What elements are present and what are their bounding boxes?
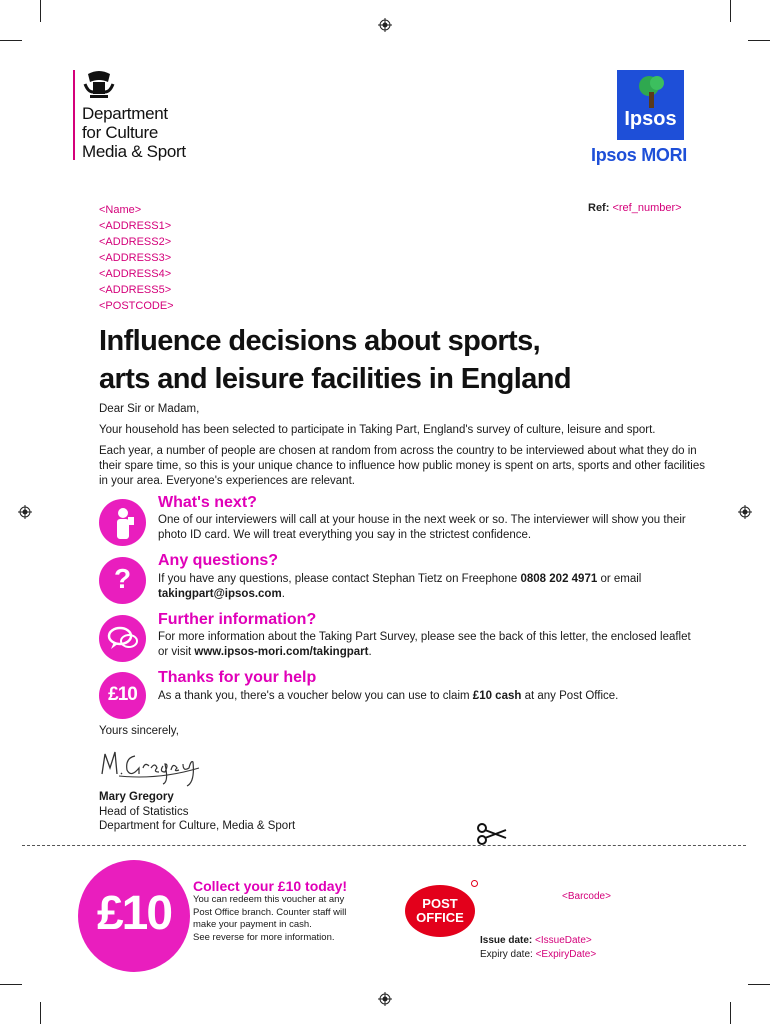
signature-image <box>99 742 209 788</box>
crop-mark <box>0 40 22 41</box>
signatory-role: Head of Statistics <box>99 805 189 818</box>
address-line: <ADDRESS1> <box>99 220 172 232</box>
voucher-dates <box>480 934 596 962</box>
speech-bubbles-icon <box>107 625 139 653</box>
ref-label: Ref: <box>588 202 610 214</box>
ref-value: <ref_number> <box>612 202 682 214</box>
reference <box>588 202 682 214</box>
address-line: <ADDRESS4> <box>99 268 172 280</box>
voucher-line: See reverse for more information. <box>193 931 335 943</box>
body-text: For more information about the Taking Part Survey, please see the back of this letter, the enclosed leaflet or visit <box>158 631 691 658</box>
barcode-placeholder: <Barcode> <box>562 891 611 902</box>
amount-text: £10 cash <box>472 690 522 702</box>
voucher-text <box>193 894 383 944</box>
body-text: If you have any questions, please contact Stephan Tietz on Freephone <box>158 573 521 585</box>
tree-icon <box>637 74 665 108</box>
website-link[interactable]: www.ipsos-mori.com/takingpart <box>194 646 369 658</box>
crop-mark <box>0 984 22 985</box>
registration-mark-icon <box>18 505 32 519</box>
body-text: or email <box>597 573 642 585</box>
address-line: <ADDRESS3> <box>99 252 172 264</box>
issue-date-label: Issue date: <box>480 935 533 946</box>
greeting: Dear Sir or Madam, <box>99 403 200 415</box>
signatory <box>99 790 709 834</box>
dcms-name <box>82 104 186 161</box>
address-block <box>99 202 174 314</box>
registration-mark-icon <box>378 992 392 1006</box>
body-paragraph: Each year, a number of people are chosen at random from across the country to be interviewed about what they do in their spare time, so this is your unique chance to influence how public money is spent on arts, sports and other facilities in your area. Everyone's experiences are relevant. <box>99 445 705 487</box>
po-logo-line: POST <box>422 896 458 911</box>
body-text: As a thank you, there's a voucher below you can use to claim <box>158 690 473 702</box>
ipsos-wordmark: Ipsos <box>624 108 677 130</box>
cut-line <box>22 845 746 846</box>
expiry-date-value: <ExpiryDate> <box>535 949 597 960</box>
royal-crest-icon <box>82 70 116 100</box>
ipsos-mori-name: Ipsos MORI <box>591 145 688 165</box>
registered-mark-icon <box>471 880 478 887</box>
voucher-amount: £10 <box>96 887 172 940</box>
page-title <box>99 322 699 398</box>
crop-mark <box>40 1002 41 1024</box>
voucher-line: You can redeem this voucher at any <box>193 894 345 905</box>
person-id-icon <box>110 507 136 539</box>
signatory-name: Mary Gregory <box>99 791 174 803</box>
section-body <box>158 572 703 602</box>
registration-mark-icon <box>738 505 752 519</box>
po-logo-line: OFFICE <box>416 910 464 925</box>
dcms-name-line: Department <box>82 104 168 123</box>
question-icon: ? <box>113 563 132 594</box>
expiry-date-label: Expiry date: <box>480 949 533 960</box>
issue-date-row <box>480 934 596 948</box>
title-line: arts and leisure facilities in England <box>99 363 571 395</box>
section-body <box>158 630 703 660</box>
body-text: at any Post Office. <box>521 690 619 702</box>
section-title: What's next? <box>158 494 257 511</box>
address-line: <Name> <box>99 204 142 216</box>
section-title: Thanks for your help <box>158 669 317 686</box>
dcms-accent-bar <box>73 70 75 160</box>
ipsos-logo <box>617 70 684 140</box>
email-link[interactable]: takingpart@ipsos.com <box>158 588 282 600</box>
registration-mark-icon <box>378 18 392 32</box>
section-icon <box>99 499 146 546</box>
title-line: Influence decisions about sports, <box>99 325 541 357</box>
section-icon <box>99 615 146 662</box>
section-title: Further information? <box>158 611 317 628</box>
ten-pound-icon: £10 <box>108 684 137 705</box>
intro-paragraph: Your household has been selected to participate in Taking Part, England's survey of culture, leisure and sport. <box>99 424 656 436</box>
voucher-line: Post Office branch. Counter staff will <box>193 906 347 918</box>
voucher-line: make your payment in cash. <box>193 919 312 930</box>
voucher-amount-badge <box>78 860 190 972</box>
scissors-icon <box>476 822 508 846</box>
crop-mark <box>748 40 770 41</box>
section-icon <box>99 672 146 719</box>
voucher-title: Collect your £10 today! <box>193 878 348 894</box>
section-title: Any questions? <box>158 552 279 569</box>
phone-number: 0808 202 4971 <box>520 573 598 585</box>
signatory-org: Department for Culture, Media & Sport <box>99 820 296 832</box>
dcms-name-line: for Culture <box>82 123 159 142</box>
crop-mark <box>730 0 731 22</box>
body-text: . <box>281 588 285 600</box>
expiry-date-row <box>480 948 596 962</box>
issue-date-value: <IssueDate> <box>535 935 592 946</box>
section-icon <box>99 557 146 604</box>
body-text: . <box>368 646 372 658</box>
section-body: One of our interviewers will call at your house in the next week or so. The interviewer will show you their photo ID card. We will treat everything you say in the strictest confidence. <box>158 514 686 541</box>
dcms-name-line: Media & Sport <box>82 142 186 161</box>
section-body <box>158 689 703 704</box>
crop-mark <box>730 1002 731 1024</box>
address-line: <ADDRESS5> <box>99 284 172 296</box>
crop-mark <box>748 984 770 985</box>
address-line: <POSTCODE> <box>99 300 174 312</box>
closing-salutation: Yours sincerely, <box>99 725 179 737</box>
post-office-logo <box>405 885 475 937</box>
crop-mark <box>40 0 41 22</box>
address-line: <ADDRESS2> <box>99 236 172 248</box>
